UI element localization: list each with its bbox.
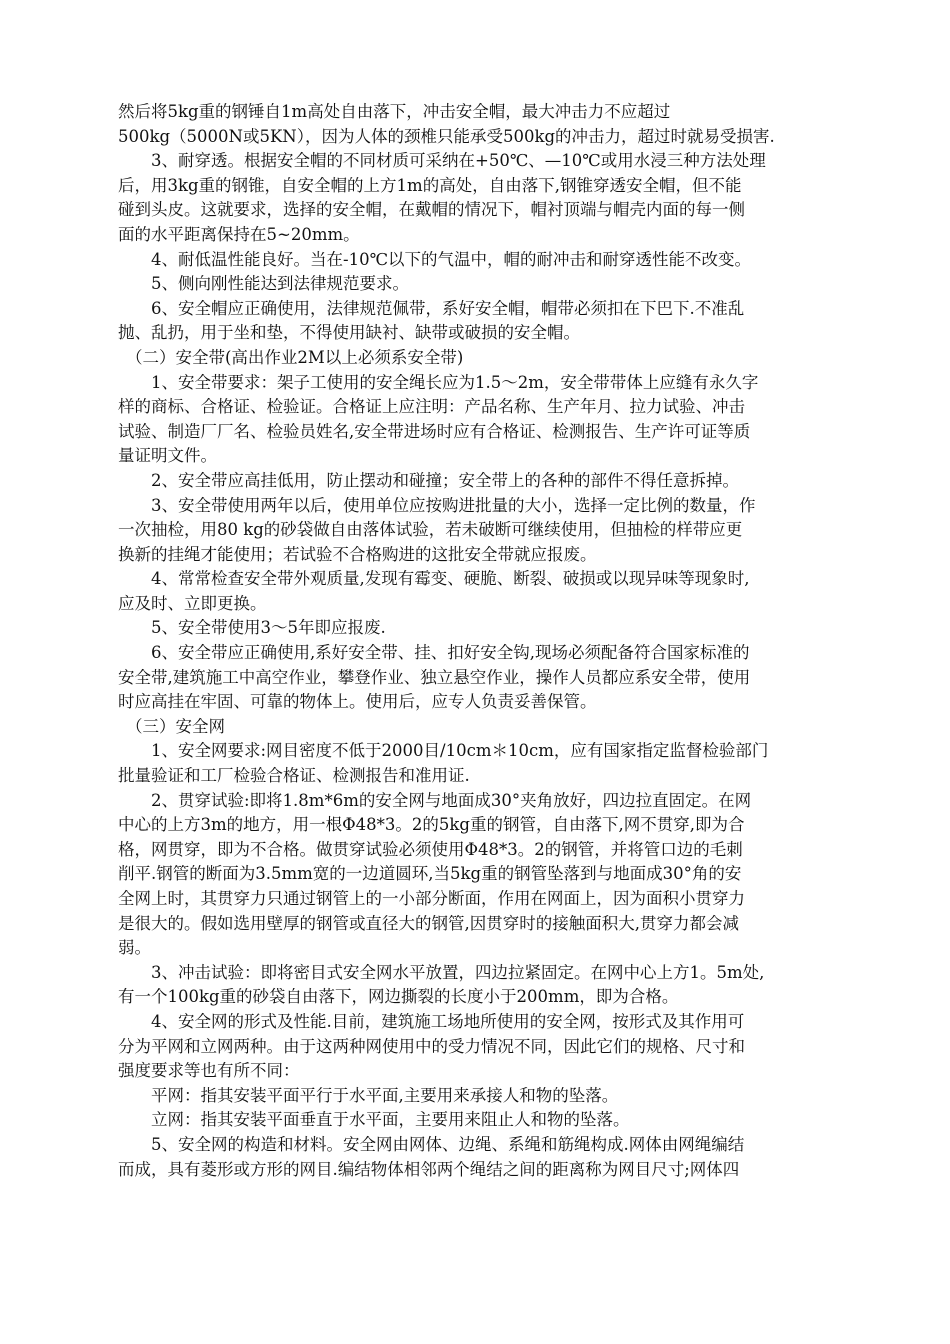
text-line: 是很大的。假如选用壁厚的钢管或直径大的钢管,因贯穿时的接触面积大,贯穿力都会减 xyxy=(118,913,739,933)
text-line: 4、安全网的形式及性能.目前，建筑施工场地所使用的安全网，按形式及其作用可 xyxy=(151,1011,745,1031)
text-line: 弱。 xyxy=(118,938,151,958)
text-line: （三）安全网 xyxy=(126,716,225,736)
text-line: 6、安全带应正确使用,系好安全带、挂、扣好安全钩,现场必须配备符合国家标准的 xyxy=(151,643,750,663)
document-body xyxy=(118,100,858,1182)
text-line: 2、贯穿试验:即将1.8m*6m的安全网与地面成30°夹角放好，四边拉直固定。在网 xyxy=(151,790,752,810)
text-line: 时应高挂在牢固、可靠的物体上。使用后，应专人负责妥善保管。 xyxy=(118,692,597,712)
text-line: 立网：指其安装平面垂直于水平面，主要用来阻止人和物的坠落。 xyxy=(151,1110,630,1130)
text-line: 分为平网和立网两种。由于这两种网使用中的受力情况不同，因此它们的规格、尺寸和 xyxy=(118,1036,745,1056)
text-line: 2、安全带应高挂低用，防止摆动和碰撞；安全带上的各种的部件不得任意拆掉。 xyxy=(151,470,739,490)
text-line: 3、耐穿透。根据安全帽的不同材质可采纳在+50℃、—10℃或用水浸三种方法处理 xyxy=(151,151,766,171)
text-line: 3、冲击试验：即将密目式安全网水平放置，四边拉紧固定。在网中心上方1。5m处, xyxy=(151,962,765,982)
text-line: 5、侧向刚性能达到法律规范要求。 xyxy=(151,274,409,294)
text-line: 抛、乱扔，用于坐和垫，不得使用缺衬、缺带或破损的安全帽。 xyxy=(118,323,580,343)
text-line: 样的商标、合格证、检验证。合格证上应注明：产品名称、生产年月、拉力试验、冲击 xyxy=(118,397,745,417)
text-line: 格，网贯穿，即为不合格。做贯穿试验必须使用Φ48*3。2的钢管，并将管口边的毛刺 xyxy=(118,839,743,859)
text-line: 面的水平距离保持在5~20mm。 xyxy=(118,224,360,244)
text-line: 批量验证和工厂检验合格证、检测报告和准用证. xyxy=(118,766,470,786)
text-line: 全网上时，其贯穿力只通过钢管上的一小部分断面，作用在网面上，因为面积小贯穿力 xyxy=(118,889,745,908)
text-line: 碰到头皮。这就要求，选择的安全帽，在戴帽的情况下，帽衬顶端与帽壳内面的每一侧 xyxy=(118,200,745,220)
text-line: 而成，具有菱形或方形的网目.编结物体相邻两个绳结之间的距离称为网目尺寸;网体四 xyxy=(118,1159,740,1179)
text-line: 试验、制造厂厂名、检验员姓名,安全带进场时应有合格证、检测报告、生产许可证等质 xyxy=(118,421,751,441)
text-line: 平网：指其安装平面平行于水平面,主要用来承接人和物的坠落。 xyxy=(151,1085,619,1105)
text-line: （二）安全带(高出作业2M以上必须系安全带) xyxy=(126,347,464,367)
text-line: 5、安全带使用3～5年即应报废. xyxy=(151,618,386,638)
text-line: 3、安全带使用两年以后，使用单位应按购进批量的大小，选择一定比例的数量，作 xyxy=(151,495,756,515)
text-line: 500kg（5000N或5KN），因为人体的颈椎只能承受500kg的冲击力，超过时就易受损害. xyxy=(118,126,775,146)
text-line: 4、常常检查安全带外观质量,发现有霉变、硬脆、断裂、破损或以现异味等现象时, xyxy=(151,569,750,589)
text-line: 4、耐低温性能良好。当在-10℃以下的气温中，帽的耐冲击和耐穿透性能不改变。 xyxy=(151,249,752,269)
text-line: 量证明文件。 xyxy=(118,446,217,466)
text-line: 一次抽检，用80 kg的砂袋做自由落体试验，若未破断可继续使用，但抽检的样带应更 xyxy=(118,520,743,540)
text-line: 1、安全带要求：架子工使用的安全绳长应为1.5～2m，安全带带体上应缝有永久字 xyxy=(151,372,759,392)
text-line: 应及时、立即更换。 xyxy=(118,593,267,613)
text-line: 6、安全帽应正确使用，法律规范佩带，系好安全帽，帽带必须扣在下巴下.不准乱 xyxy=(151,298,745,318)
text-line: 后，用3kg重的钢锥，自安全帽的上方1m的高处，自由落下,钢锥穿透安全帽，但不能 xyxy=(118,175,742,195)
text-line: 换新的挂绳才能使用；若试验不合格购进的这批安全带就应报废。 xyxy=(118,544,597,564)
text-line: 然后将5kg重的钢锤自1m高处自由落下，冲击安全帽，最大冲击力不应超过 xyxy=(118,102,671,121)
text-line: 1、安全网要求:网目密度不低于2000目/10cm＊10cm，应有国家指定监督检验部门 xyxy=(151,741,769,761)
text-line: 削平.钢管的断面为3.5mm宽的一边道圆环,当5kg重的钢管坠落到与地面成30°角的安 xyxy=(118,864,742,884)
text-line: 5、安全网的构造和材料。安全网由网体、边绳、系绳和筋绳构成.网体由网绳编结 xyxy=(151,1134,745,1154)
text-line: 强度要求等也有所不同： xyxy=(118,1061,300,1081)
text-line: 有一个100kg重的砂袋自由落下，网边撕裂的长度小于200mm，即为合格。 xyxy=(118,987,679,1007)
text-line: 安全带,建筑施工中高空作业，攀登作业、独立悬空作业，操作人员都应系安全带，使用 xyxy=(118,667,751,687)
text-line: 中心的上方3m的地方，用一根Φ48*3。2的5kg重的钢管，自由落下,网不贯穿,即为合 xyxy=(118,815,745,835)
